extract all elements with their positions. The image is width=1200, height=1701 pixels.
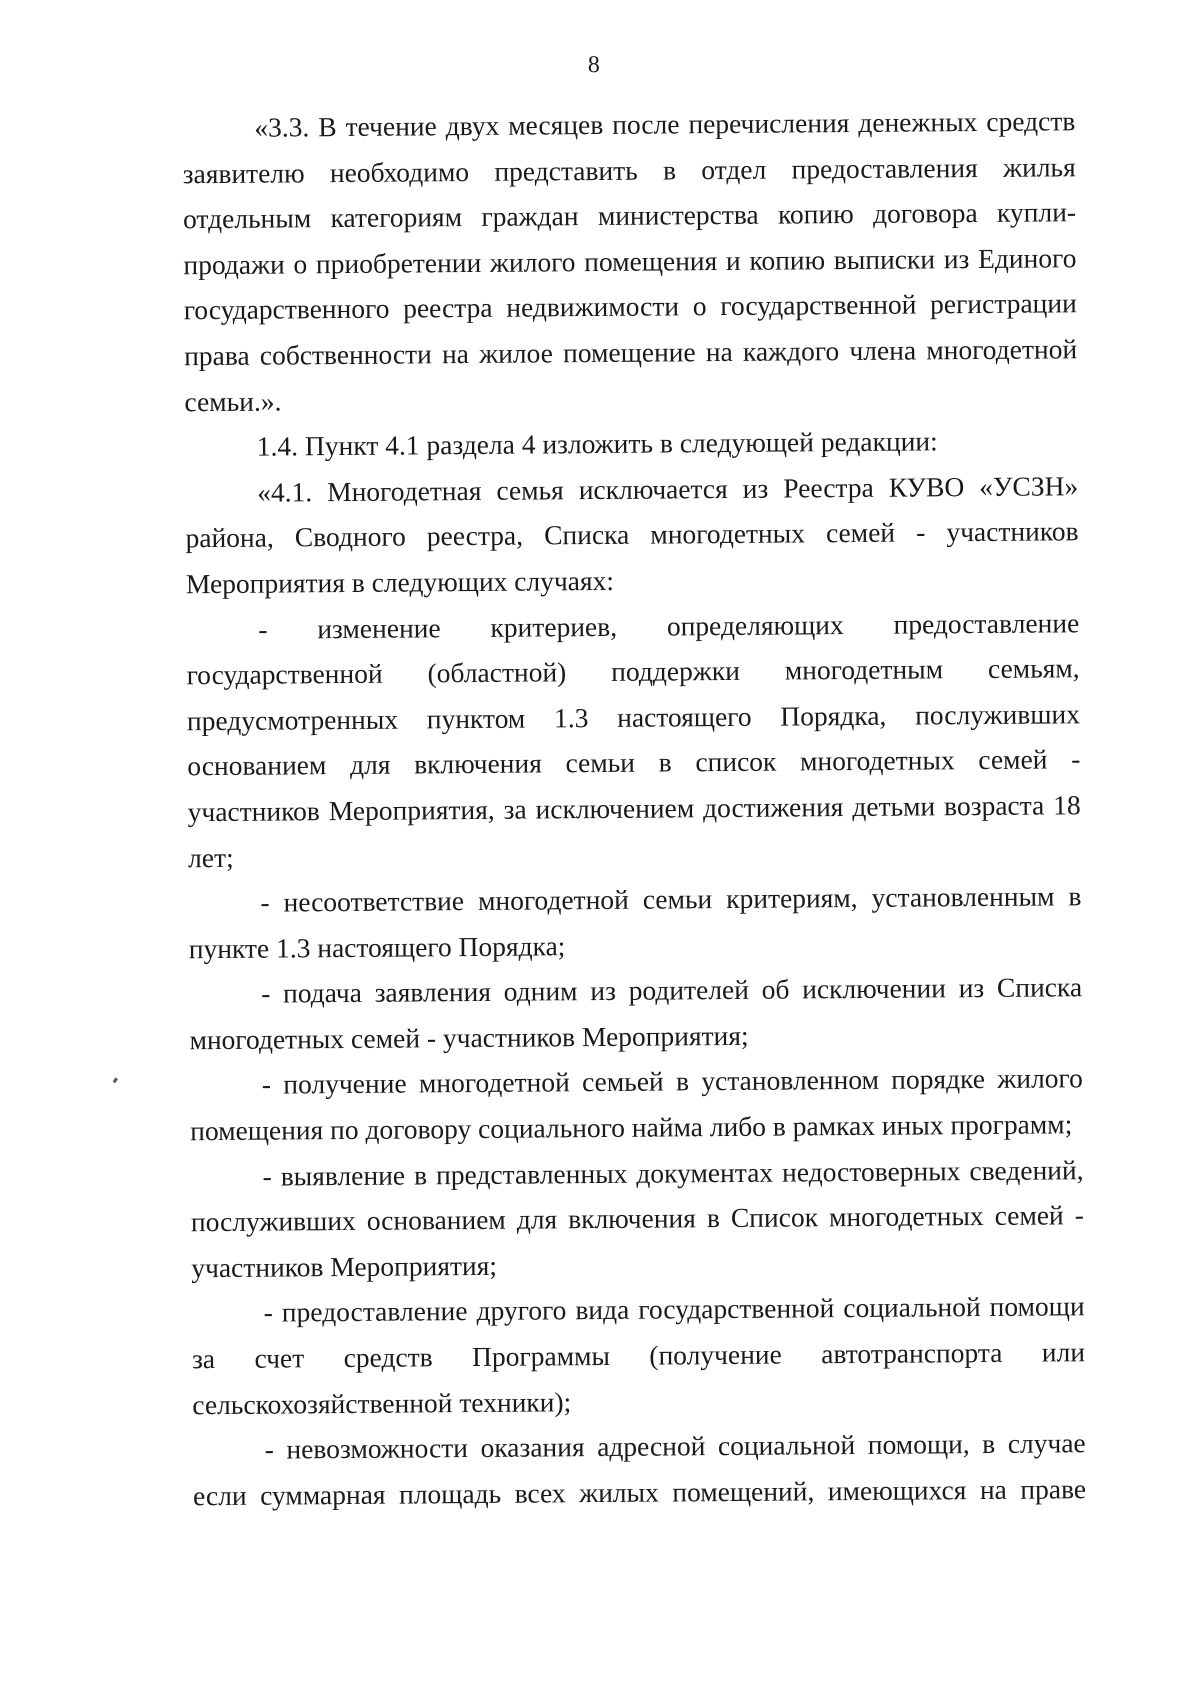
paragraph-clause-4-1: «4.1. Многодетная семья исключается из Реестра КУВО «УСЗН» района, Сводного реестра, Списка многодетных семей - участников Мероприятия в следующих случаях: [185, 469, 1079, 600]
scan-speck [113, 1077, 118, 1083]
list-item-parent-application: - подача заявления одним из родителей об исключении из Списка многодетных семей - участников Мероприятия; [189, 971, 1083, 1056]
document-body [182, 98, 1086, 1518]
list-item-criteria-mismatch: - несоответствие многодетной семьи критериям, установленным в пункте 1.3 настоящего Порядка; [188, 880, 1082, 964]
list-item-assistance-impossible: - невозможности оказания адресной социальной помощи, в случае если суммарная площадь всех жилых помещений, имеющихся на праве [192, 1427, 1087, 1512]
page-number: 8 [587, 51, 600, 79]
list-item-criteria-change: - изменение критериев, определяющих предоставление государственной (областной) поддержки многодетным семьям, предусмотренных пунктом 1.3 настоящего Порядка, послуживших основанием для включения семьи в список многодетных семей - участников Мероприятия, за исключением достижения детьми возраста 18 лет; [186, 606, 1081, 873]
list-item-other-assistance: - предоставление другого вида государственной социальной помощи за счет средств Программы (получение автотранспорта или сельскохозяйственной техники); [191, 1290, 1086, 1420]
paragraph-item-1-4: 1.4. Пункт 4.1 раздела 4 изложить в следующей редакции: [256, 425, 938, 462]
list-item-housing-received: - получение многодетной семьей в установленном порядке жилого помещения по договору социального найма либо в рамках иных программ; [190, 1062, 1083, 1147]
paragraph-clause-3-3: «3.3. В течение двух месяцев после перечисления денежных средств заявителю необходимо представить в отдел предоставления жилья отдельным категориям граждан министерства копию договора купли-продажи о приобретении жилого помещения и копию выписки из Единого государственного реестра недвижимости о государственной регистрации права собственности на жилое помещение на каждого члена многодетной семьи.». [182, 105, 1078, 417]
list-item-false-information: - выявление в представленных документах недостоверных сведений, послуживших основанием для включения в Список многодетных семей - участников Мероприятия; [190, 1153, 1085, 1284]
